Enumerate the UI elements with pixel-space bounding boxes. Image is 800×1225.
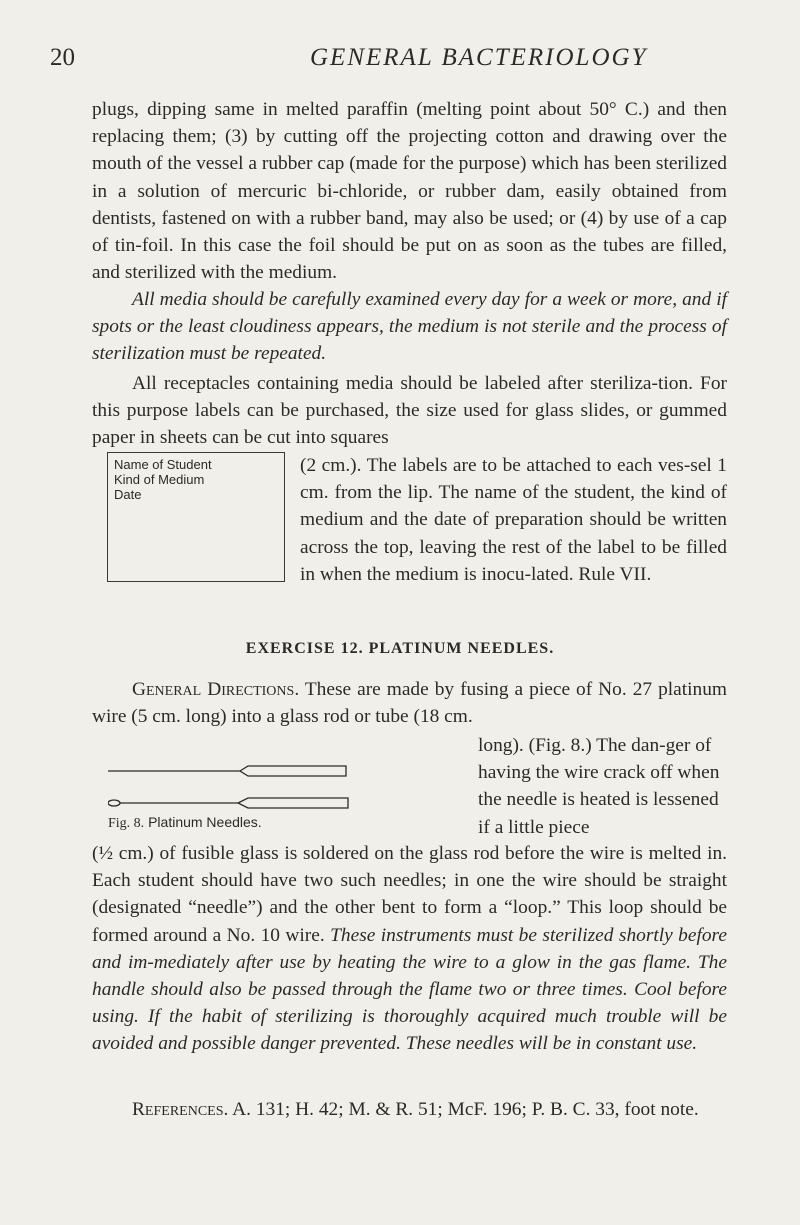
label-illustration bbox=[107, 452, 285, 582]
directions-body: (½ cm.) of fusible glass is soldered on the glass rod before the wire is melted in. Each student should have two such needles; in one the wire should be straight (designated “needle”) and the other bent to form a “loop.” This loop should be formed around a No. 10 wire. bbox=[92, 843, 727, 946]
references-line bbox=[92, 1096, 752, 1123]
loop-tip bbox=[108, 800, 120, 806]
label-line-name: Name of Student bbox=[114, 457, 212, 472]
paragraph-labels-intro: All receptacles containing media should be labeled after steriliza-tion. For this purpose labels can be purchased, the size used for glass slides, or gummed paper in sheets can be cut into squares bbox=[92, 373, 727, 449]
loop-glass-handle bbox=[238, 798, 348, 808]
figure-caption bbox=[108, 814, 262, 832]
directions-first-line: These are made by fusing a piece of No. 27 platinum wire (5 cm. long) into a glass rod or tube (18 cm. bbox=[92, 679, 728, 728]
paragraph-directions-start bbox=[92, 676, 727, 730]
platinum-needles-figure bbox=[108, 762, 478, 818]
label-line-medium: Kind of Medium bbox=[114, 472, 205, 487]
paragraph-examination-warning: All media should be carefully examined every day for a week or more, and if spots or the least cloudiness appears, the medium is not sterile and the process of sterilization must be repeated. bbox=[92, 289, 727, 365]
figure-label: Fig. 8. bbox=[108, 816, 145, 831]
directions-heading: General Directions. bbox=[132, 679, 300, 700]
paragraph-directions-rest bbox=[92, 840, 727, 1058]
needle-loop-drawing bbox=[108, 798, 348, 808]
paragraph-cap-methods: plugs, dipping same in melted paraffin (melting point about 50° C.) and then replacing them; (3) by cutting off the projecting cotton and drawing over the mouth of the vessel a rubber cap (made for the purpose) which has been sterilized in a solution of mercuric bi-chloride, or rubber dam, easily obtained from dentists, fastened on with a rubber band, may also be used; or (4) by use of a cap of tin-foil. In this case the foil should be put on as soon as the tubes are filled, and sterilized with the medium. bbox=[92, 99, 727, 284]
paragraph-labels-wrap: (2 cm.). The labels are to be attached to each ves-sel 1 cm. from the lip. The name of the student, the kind of medium and the date of preparation should be written across the top, leaving the rest of the label to be filled in when the medium is inocu-lated. Rule VII. bbox=[300, 455, 727, 585]
exercise-title: EXERCISE 12. PLATINUM NEEDLES. bbox=[245, 640, 555, 657]
needle-glass-handle bbox=[240, 766, 346, 776]
figure-caption-text: Platinum Needles. bbox=[148, 814, 262, 830]
page-number: 20 bbox=[50, 44, 75, 71]
references-heading: References. bbox=[132, 1099, 229, 1120]
directions-sterilize-note: These instruments must be sterilized shortly before and im-mediately after use by heating the wire to a glow in the gas flame. The handle should also be passed through the flame two or three times. Cool before using. If the habit of sterilizing is thoroughly acquired much trouble will be avoided and possible danger prevented. These needles will be in constant use. bbox=[92, 924, 727, 1055]
needle-straight-drawing bbox=[108, 766, 346, 776]
running-title: GENERAL BACTERIOLOGY bbox=[310, 44, 648, 71]
label-line-date: Date bbox=[114, 487, 142, 502]
paragraph-directions-figure-wrap: long). (Fig. 8.) The dan-ger of having the wire crack off when the needle is heated is lessened if a little piece bbox=[478, 735, 720, 838]
references-text: A. 131; H. 42; M. & R. 51; McF. 196; P. B. C. 33, foot note. bbox=[232, 1099, 699, 1120]
